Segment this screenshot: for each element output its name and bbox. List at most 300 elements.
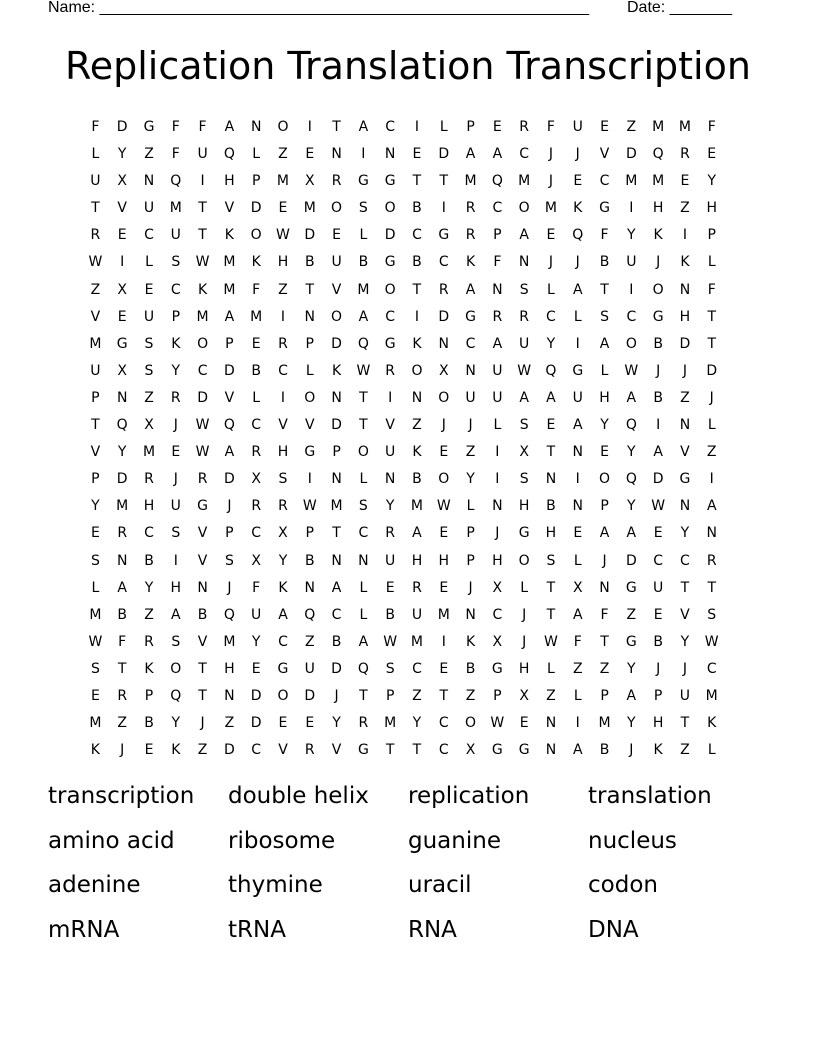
grid-letter: S — [358, 200, 368, 217]
grid-letter: M — [384, 715, 397, 732]
grid-letter: E — [546, 417, 556, 434]
grid-letter: S — [171, 254, 181, 271]
grid-letter: W — [276, 227, 290, 244]
grid-letter: T — [707, 335, 716, 352]
grid-letter: C — [412, 227, 422, 244]
grid-letter: F — [198, 119, 207, 135]
grid-letter: A — [412, 525, 422, 542]
grid-letter: O — [652, 281, 664, 298]
grid-letter: T — [600, 281, 609, 298]
grid-letter: G — [625, 633, 637, 650]
word-bank-item: nucleus — [588, 827, 677, 854]
grid-letter: K — [144, 660, 154, 677]
grid-letter: J — [656, 254, 661, 271]
grid-letter: F — [573, 633, 582, 650]
grid-letter: W — [195, 254, 210, 271]
grid-letter: N — [706, 525, 717, 542]
grid-letter: R — [251, 444, 262, 461]
grid-letter: A — [278, 606, 288, 623]
grid-letter: M — [116, 498, 129, 515]
grid-letter: W — [436, 498, 451, 515]
grid-letter: A — [358, 308, 369, 325]
grid-letter: A — [599, 335, 610, 352]
grid-letter: L — [466, 498, 475, 515]
grid-letter: U — [653, 579, 664, 596]
grid-letter: B — [465, 660, 476, 677]
grid-letter: E — [707, 146, 717, 163]
grid-letter: O — [384, 281, 396, 298]
grid-letter: A — [224, 119, 235, 135]
grid-letter: Y — [117, 146, 127, 163]
grid-letter: E — [144, 742, 154, 759]
grid-letter: M — [303, 200, 316, 217]
grid-letter: O — [438, 471, 450, 488]
grid-letter: Z — [465, 444, 476, 461]
grid-letter: C — [680, 552, 690, 569]
grid-letter: D — [625, 146, 637, 163]
grid-letter: Q — [223, 146, 235, 163]
grid-letter: M — [223, 281, 236, 298]
grid-letter: Q — [170, 687, 182, 704]
word-bank-item: double helix — [228, 783, 369, 809]
grid-letter: I — [575, 471, 580, 488]
grid-letter: Q — [545, 362, 557, 379]
grid-letter: C — [358, 525, 369, 542]
grid-letter: X — [117, 173, 127, 190]
grid-letter: C — [412, 660, 422, 677]
grid-letter: C — [144, 525, 154, 542]
grid-letter: R — [519, 119, 530, 135]
word-bank — [48, 778, 768, 956]
grid-letter: I — [173, 552, 178, 569]
grid-letter: N — [492, 498, 503, 515]
grid-letter: N — [599, 579, 610, 596]
grid-letter: J — [575, 146, 580, 163]
grid-letter: Z — [144, 389, 154, 406]
grid-letter: I — [575, 335, 580, 352]
grid-letter: Y — [171, 715, 181, 732]
grid-letter: N — [116, 389, 128, 406]
grid-letter: U — [304, 660, 315, 677]
grid-letter: E — [439, 660, 449, 677]
grid-letter: O — [277, 119, 289, 135]
grid-letter: A — [626, 389, 637, 406]
grid-letter: A — [358, 633, 369, 650]
grid-letter: J — [468, 579, 473, 596]
grid-letter: I — [441, 633, 446, 650]
grid-letter: J — [200, 715, 205, 732]
date-field-line[interactable]: Date: _______ — [627, 0, 732, 16]
grid-letter: K — [707, 715, 717, 732]
grid-letter: J — [548, 173, 554, 190]
grid-letter: Z — [546, 687, 556, 704]
grid-letter: P — [251, 173, 261, 190]
grid-letter: S — [171, 633, 181, 650]
grid-letter: E — [680, 173, 690, 190]
grid-letter: I — [361, 146, 366, 163]
grid-letter: U — [90, 173, 101, 190]
grid-letter: F — [600, 606, 609, 623]
grid-letter: Q — [357, 335, 369, 352]
grid-letter: Z — [144, 146, 154, 163]
grid-letter: B — [412, 471, 422, 488]
grid-letter: G — [384, 254, 396, 271]
grid-letter: F — [171, 119, 180, 135]
grid-letter: Z — [465, 687, 476, 704]
grid-letter: G — [518, 742, 530, 759]
grid-letter: K — [331, 362, 342, 379]
grid-letter: U — [385, 552, 396, 569]
grid-letter: Y — [144, 579, 154, 596]
grid-letter: T — [439, 687, 449, 704]
grid-letter: H — [518, 498, 530, 515]
grid-letter: P — [466, 119, 475, 135]
grid-letter: N — [438, 335, 449, 352]
grid-letter: L — [707, 254, 716, 271]
grid-letter: P — [653, 687, 663, 704]
grid-letter: E — [600, 119, 609, 135]
grid-letter: L — [600, 362, 609, 379]
grid-letter: Y — [385, 498, 395, 515]
grid-letter: N — [679, 281, 691, 298]
grid-letter: R — [170, 389, 181, 406]
grid-letter: G — [491, 660, 503, 677]
grid-letter: I — [575, 715, 580, 732]
grid-letter: Z — [626, 119, 637, 135]
grid-letter: H — [277, 254, 289, 271]
grid-letter: Z — [144, 606, 154, 623]
grid-letter: O — [250, 227, 262, 244]
grid-letter: D — [250, 687, 262, 704]
grid-letter: Y — [707, 173, 716, 190]
grid-letter: U — [465, 389, 476, 406]
grid-letter: F — [252, 281, 261, 298]
grid-letter: H — [224, 660, 235, 677]
grid-letter: T — [359, 687, 368, 704]
grid-letter: C — [465, 335, 476, 352]
grid-letter: S — [385, 660, 395, 677]
grid-letter: D — [304, 687, 316, 704]
grid-letter: L — [252, 146, 261, 163]
grid-letter: T — [680, 715, 690, 732]
grid-letter: G — [143, 119, 155, 135]
grid-letter: G — [116, 335, 128, 352]
grid-letter: O — [518, 552, 530, 569]
grid-letter: F — [171, 146, 180, 163]
grid-letter: R — [519, 308, 530, 325]
grid-letter: V — [385, 417, 395, 434]
grid-letter: Y — [278, 552, 288, 569]
grid-letter: L — [305, 362, 314, 379]
grid-letter: T — [332, 525, 341, 542]
grid-letter: W — [195, 417, 210, 434]
grid-letter: K — [465, 633, 476, 650]
grid-letter: N — [331, 389, 342, 406]
grid-letter: A — [599, 525, 610, 542]
grid-letter: I — [629, 200, 634, 217]
grid-letter: W — [704, 633, 719, 650]
grid-letter: K — [278, 579, 288, 596]
word-bank-item: amino acid — [48, 827, 175, 854]
grid-letter: L — [439, 119, 448, 135]
grid-letter: N — [116, 552, 128, 569]
grid-letter: S — [707, 606, 717, 623]
grid-letter: Q — [652, 146, 664, 163]
grid-letter: K — [465, 254, 476, 271]
grid-letter: G — [277, 660, 289, 677]
grid-letter: D — [116, 471, 128, 488]
grid-letter: Z — [680, 200, 690, 217]
grid-letter: Y — [412, 715, 422, 732]
grid-letter: D — [223, 471, 235, 488]
grid-letter: O — [197, 335, 209, 352]
grid-letter: I — [441, 200, 446, 217]
grid-letter: G — [384, 335, 396, 352]
grid-letter: H — [518, 660, 530, 677]
grid-letter: I — [414, 308, 420, 325]
grid-letter: J — [629, 742, 634, 759]
grid-letter: B — [653, 335, 663, 352]
grid-letter: U — [519, 335, 530, 352]
grid-letter: M — [410, 498, 423, 515]
grid-letter: S — [358, 498, 368, 515]
grid-letter: L — [493, 417, 502, 434]
grid-letter: E — [90, 525, 100, 542]
grid-letter: Q — [357, 660, 369, 677]
grid-letter: N — [572, 444, 583, 461]
grid-letter: Z — [197, 742, 208, 759]
grid-letter: M — [276, 173, 290, 190]
grid-letter: J — [682, 660, 687, 677]
grid-letter: B — [412, 254, 422, 271]
grid-letter: B — [144, 715, 154, 732]
grid-letter: N — [331, 552, 342, 569]
grid-letter: V — [90, 444, 101, 461]
grid-letter: Q — [304, 606, 316, 623]
grid-letter: D — [625, 552, 637, 569]
grid-letter: K — [412, 335, 422, 352]
grid-letter: J — [548, 146, 554, 163]
grid-letter: M — [142, 444, 156, 461]
grid-letter: B — [304, 254, 315, 271]
grid-letter: Y — [546, 335, 556, 352]
grid-letter: L — [547, 281, 555, 298]
grid-letter: K — [412, 444, 422, 461]
grid-letter: S — [546, 552, 556, 569]
grid-letter: T — [600, 633, 609, 650]
grid-letter: F — [707, 119, 716, 135]
word-search-grid — [82, 114, 725, 764]
grid-letter: V — [331, 742, 342, 759]
grid-letter: M — [89, 606, 102, 623]
grid-letter: Y — [627, 498, 636, 515]
grid-letter: C — [144, 227, 154, 244]
grid-letter: A — [358, 119, 369, 135]
grid-letter: W — [624, 362, 639, 379]
grid-letter: N — [304, 579, 316, 596]
grid-letter: Z — [599, 660, 610, 677]
grid-letter: B — [599, 742, 610, 759]
grid-letter: A — [626, 525, 637, 542]
grid-letter: V — [278, 742, 288, 759]
grid-letter: F — [493, 254, 502, 271]
grid-letter: X — [304, 173, 315, 190]
grid-letter: M — [223, 633, 236, 650]
grid-letter: T — [546, 579, 556, 596]
grid-letter: M — [250, 308, 263, 325]
grid-letter: H — [224, 173, 235, 190]
grid-letter: W — [356, 362, 371, 379]
grid-letter: I — [280, 389, 286, 406]
grid-letter: G — [438, 227, 450, 244]
grid-letter: G — [304, 444, 316, 461]
grid-letter: H — [706, 200, 717, 217]
grid-letter: C — [251, 742, 262, 759]
grid-letter: P — [144, 687, 154, 704]
grid-letter: F — [91, 119, 100, 135]
grid-letter: D — [384, 227, 396, 244]
grid-letter: N — [679, 498, 691, 515]
grid-letter: A — [626, 687, 637, 704]
grid-letter: N — [465, 362, 476, 379]
grid-letter: E — [653, 606, 663, 623]
grid-letter: G — [572, 362, 584, 379]
grid-letter: Y — [627, 444, 636, 461]
grid-letter: T — [412, 173, 422, 190]
grid-letter: T — [680, 579, 690, 596]
grid-letter: X — [251, 471, 261, 488]
grid-letter: O — [384, 200, 396, 217]
grid-letter: T — [198, 227, 207, 244]
grid-letter: O — [277, 687, 289, 704]
name-field-line[interactable]: Name: _______________________________________________________ — [48, 0, 589, 16]
grid-letter: C — [599, 173, 610, 190]
grid-letter: A — [572, 417, 583, 434]
grid-letter: P — [91, 471, 100, 488]
grid-letter: L — [359, 579, 368, 596]
grid-letter: U — [626, 254, 637, 271]
grid-letter: C — [519, 146, 530, 163]
grid-letter: L — [145, 254, 153, 271]
grid-letter: E — [600, 444, 609, 461]
grid-letter: C — [438, 254, 449, 271]
grid-letter: N — [518, 254, 530, 271]
grid-letter: A — [519, 227, 529, 244]
grid-letter: D — [438, 308, 450, 325]
grid-letter: U — [331, 254, 342, 271]
grid-letter: J — [522, 633, 527, 650]
grid-letter: R — [278, 335, 288, 352]
grid-letter: U — [170, 498, 181, 515]
grid-letter: J — [173, 417, 178, 434]
grid-letter: Z — [278, 281, 288, 298]
grid-letter: E — [492, 119, 502, 135]
grid-letter: U — [492, 389, 503, 406]
grid-letter: A — [224, 444, 235, 461]
grid-letter: H — [143, 498, 155, 515]
grid-letter: L — [91, 579, 100, 596]
grid-letter: S — [90, 660, 100, 677]
grid-letter: S — [144, 362, 154, 379]
grid-letter: A — [519, 389, 529, 406]
grid-letter: L — [573, 687, 582, 704]
grid-letter: J — [602, 552, 607, 569]
grid-letter: D — [116, 119, 128, 135]
grid-letter: P — [493, 227, 502, 244]
grid-letter: D — [304, 227, 316, 244]
grid-letter: T — [91, 200, 100, 217]
grid-letter: X — [117, 281, 127, 298]
grid-letter: R — [412, 579, 422, 596]
grid-letter: L — [573, 308, 582, 325]
grid-letter: C — [438, 715, 449, 732]
grid-letter: T — [198, 660, 207, 677]
grid-letter: U — [492, 362, 503, 379]
word-bank-item: DNA — [588, 916, 639, 943]
grid-letter: M — [89, 335, 102, 352]
grid-letter: C — [251, 417, 262, 434]
grid-letter: V — [197, 552, 208, 569]
grid-letter: P — [225, 525, 234, 542]
grid-letter: N — [679, 417, 691, 434]
grid-letter: N — [224, 687, 235, 704]
grid-letter: P — [600, 687, 609, 704]
grid-letter: N — [143, 173, 155, 190]
grid-letter: D — [331, 660, 342, 677]
grid-letter: D — [706, 362, 718, 379]
grid-letter: R — [492, 308, 503, 325]
grid-letter: X — [519, 687, 529, 704]
grid-letter: I — [709, 471, 714, 488]
grid-letter: P — [305, 525, 314, 542]
grid-letter: M — [544, 200, 557, 217]
grid-letter: X — [438, 362, 449, 379]
grid-letter: U — [170, 227, 181, 244]
grid-letter: B — [546, 498, 556, 515]
grid-letter: Z — [572, 660, 583, 677]
grid-letter: A — [546, 389, 556, 406]
word-bank-item: guanine — [408, 827, 501, 854]
grid-letter: O — [625, 335, 637, 352]
grid-letter: Q — [116, 417, 128, 434]
grid-letter: A — [572, 742, 583, 759]
grid-letter: E — [439, 444, 449, 461]
grid-letter: L — [520, 579, 529, 596]
grid-letter: M — [437, 606, 450, 623]
grid-letter: Z — [304, 633, 315, 650]
grid-letter: T — [359, 389, 368, 406]
grid-letter: Q — [223, 417, 235, 434]
grid-letter: V — [90, 308, 101, 325]
grid-letter: R — [438, 281, 449, 298]
grid-letter: P — [305, 335, 314, 352]
grid-letter: F — [546, 119, 555, 135]
grid-letter: I — [280, 308, 286, 325]
word-bank-item: transcription — [48, 783, 195, 809]
grid-letter: G — [491, 742, 503, 759]
grid-letter: C — [197, 362, 208, 379]
grid-letter: N — [384, 146, 396, 163]
grid-letter: H — [652, 200, 664, 217]
grid-letter: G — [465, 308, 476, 325]
grid-letter: F — [707, 281, 716, 298]
grid-letter: R — [385, 362, 396, 379]
word-bank-item: translation — [588, 783, 712, 809]
grid-letter: M — [410, 633, 423, 650]
grid-letter: Y — [251, 633, 261, 650]
grid-letter: I — [414, 119, 420, 135]
grid-letter: U — [679, 687, 691, 704]
